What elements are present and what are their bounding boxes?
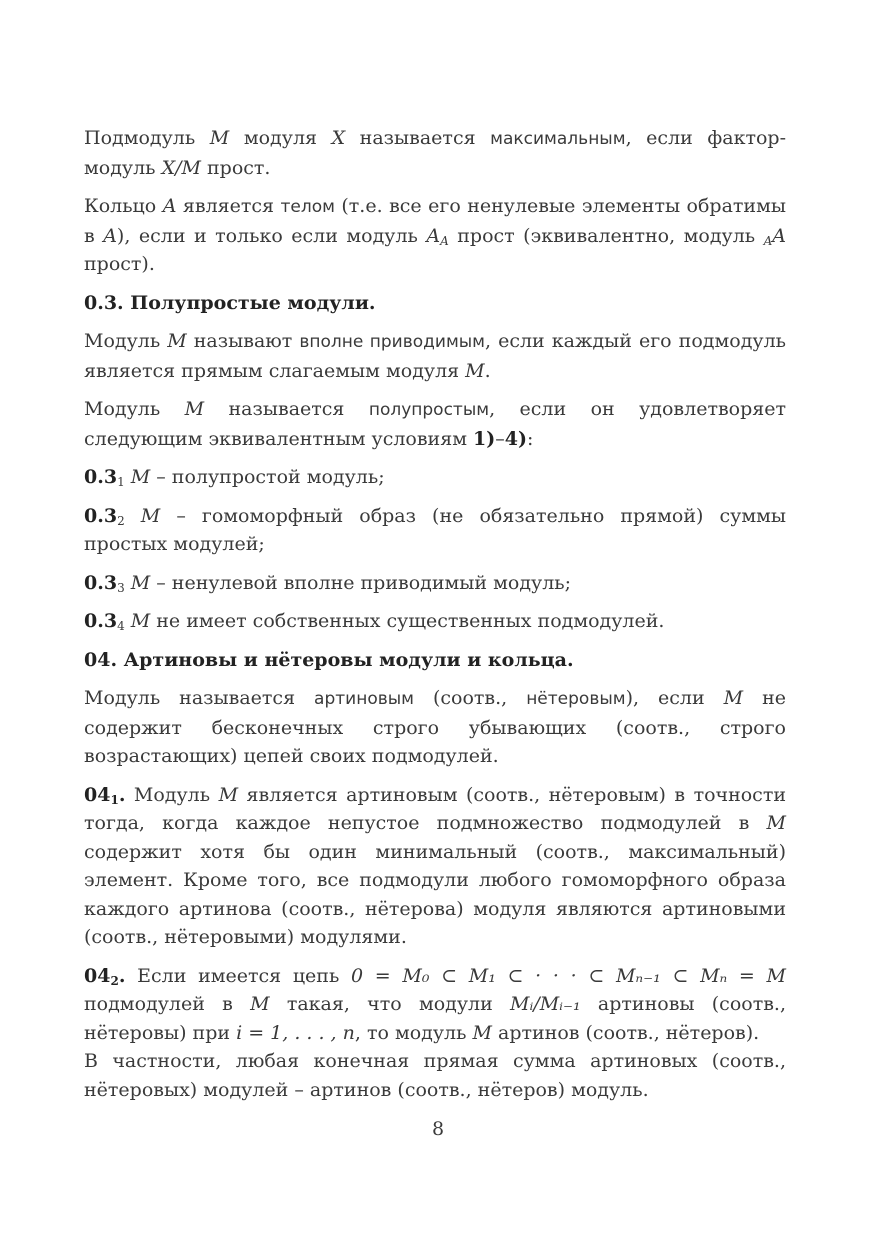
formula-chain: 0 = M₀ ⊂ M₁ ⊂ · · · ⊂ Mₙ₋₁ ⊂ Mₙ = M [351, 964, 786, 987]
paragraph-direct-sum: В частности, любая конечная прямая сумма артиновых (соотв., нётеровых) модулей – артинов (соотв., нётеров) модуль. [84, 1050, 786, 1101]
paragraph-completely-reducible: Модуль M называют вполне приводимым, если каждый его подмодуль является прямым слагаемым модуля M. [84, 330, 786, 382]
paragraph-semisimple-def: Модуль M называется полупростым, если он удовлетворяет следующим эквивалентным условиям 1)–4): [84, 398, 786, 450]
paragraph-maximal-submodule: Подмодуль M модуля X называется максимальным, если фактор-модуль X/M прост. [84, 127, 786, 179]
condition-4: $0.3_4$ M не имеет собственных существенных подмодулей. [84, 610, 665, 633]
statement-04-1: $04_1$. Модуль M является артиновым (соотв., нётеровым) в точности тогда, когда каждое непустое подмножество подмодулей в M содержит хотя бы один минимальный (соотв., максимальный) элемент. Кроме того, все подмодули любого гомоморфного образа каждого артинова (соотв., нётерова) модуля являются артиновыми (соотв., нётеровыми) модулями. [84, 783, 786, 948]
condition-1: $0.3_1$ M – полупростой модуль; [84, 466, 385, 489]
condition-2: $0.3_2$ M – гомоморфный образ (не обязательно прямой) суммы простых модулей; [84, 504, 787, 555]
paragraph-artinian-def: Модуль называется артиновым (соотв., нётеровым), если M не содержит бесконечных строго убывающих (соотв., строго возрастающих) цепей своих подмодулей. [84, 687, 786, 767]
condition-3: $0.3_3$ M – ненулевой вполне приводимый модуль; [84, 571, 572, 595]
term-skew-field: телом [280, 197, 335, 217]
section-heading-semisimple: 0.3. Полупростые модули. [84, 291, 376, 314]
section-heading-artinian: 04. Артиновы и нётеровы модули и кольца. [84, 648, 574, 671]
term-completely-reducible: вполне приводимым [299, 332, 486, 352]
term-semisimple: полупростым [368, 400, 490, 420]
term-noetherian: нётеровым [526, 689, 626, 709]
page-body [84, 124, 786, 1114]
statement-04-2: $04_2$. Если имеется цепь 0 = M₀ ⊂ M₁ ⊂ · · · ⊂ Mₙ₋₁ ⊂ Mₙ = M подмодулей в M такая, что модули Mᵢ/Mᵢ₋₁ артиновы (соотв., нётеровы) при i = 1, . . . , n, то модуль M артинов (соотв., нётеров). [84, 964, 786, 1044]
paragraph-skew-field: Кольцо A является телом (т.е. все его ненулевые элементы обратимы в A), если и только если модуль $A_A$ прост (эквивалентно, модуль $_A$A прост). [84, 195, 786, 275]
page-number: 8 [431, 1118, 445, 1140]
term-artinian: артиновым [314, 689, 414, 709]
term-maximal: максимальным [490, 129, 626, 149]
